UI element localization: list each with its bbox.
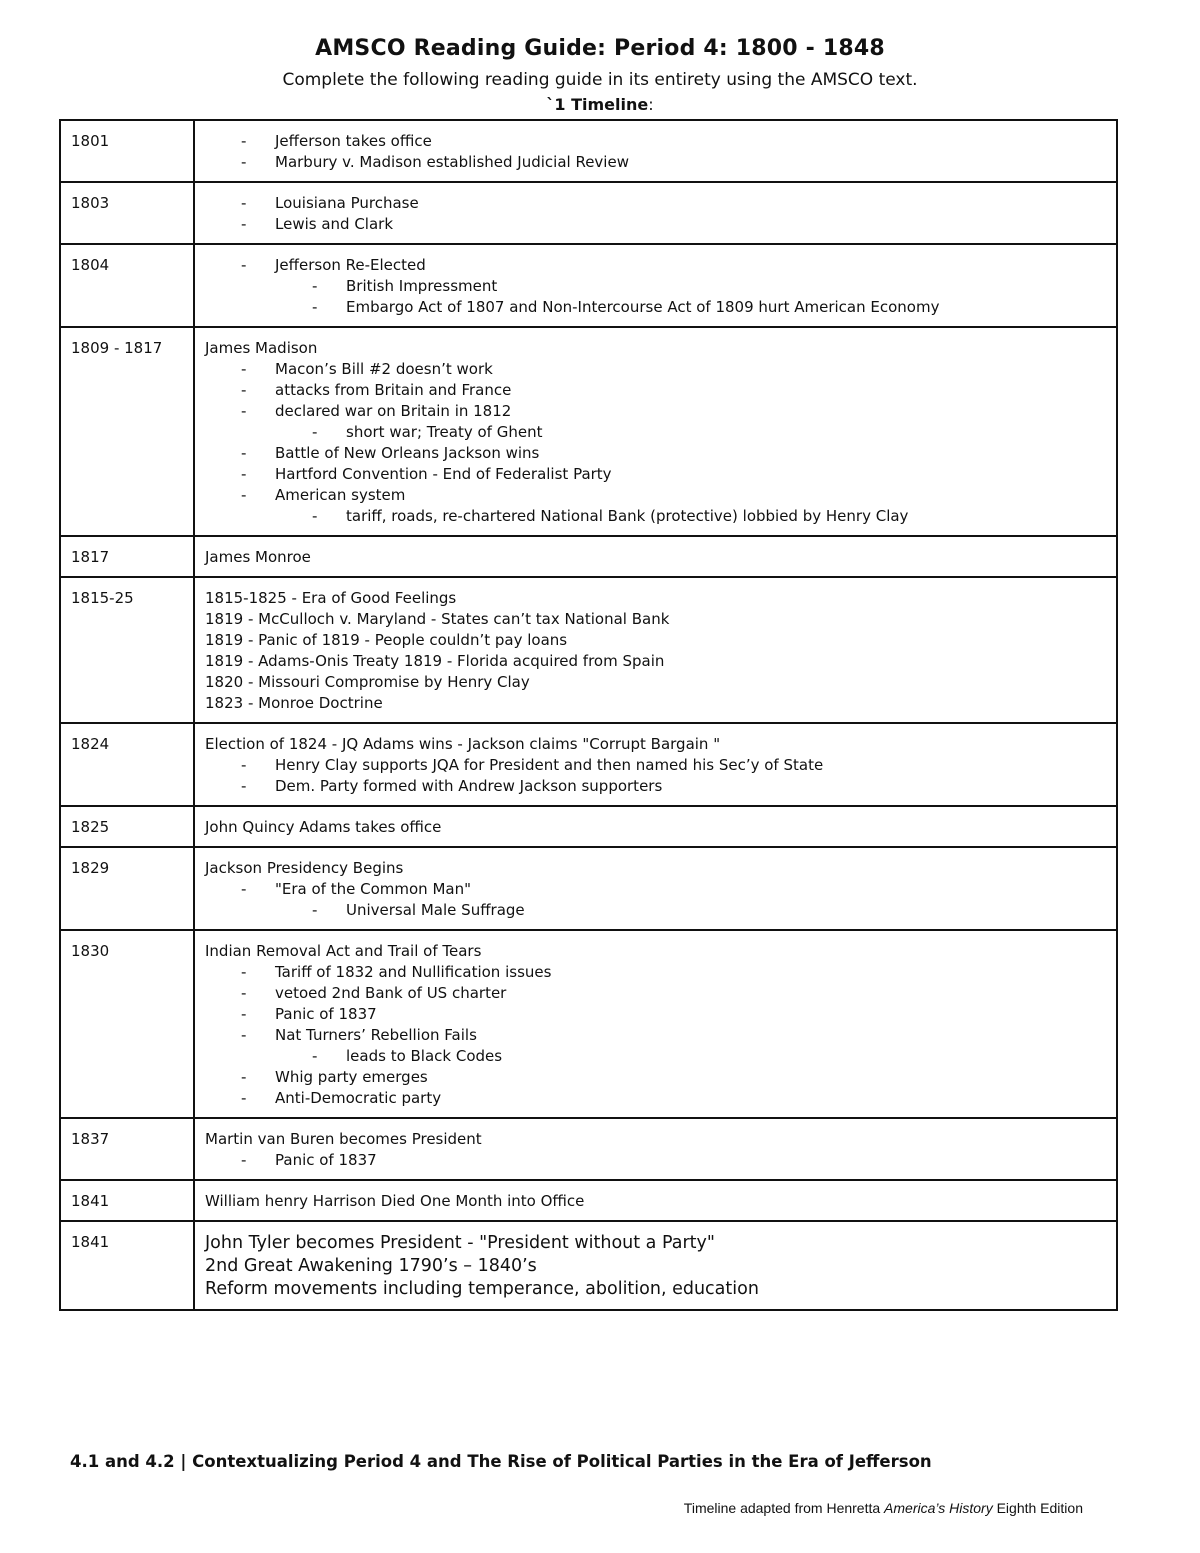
timeline-year: 1829 [60, 847, 194, 930]
event-bullet: - vetoed 2nd Bank of US charter [205, 983, 1106, 1004]
event-bullet: - Embargo Act of 1807 and Non-Intercourse Act of 1809 hurt American Economy [205, 297, 1106, 318]
timeline-events [194, 577, 1117, 723]
timeline-events [194, 847, 1117, 930]
timeline-row [60, 536, 1117, 577]
timeline-row [60, 723, 1117, 806]
timeline-year: 1803 [60, 182, 194, 244]
timeline-label [0, 95, 1200, 114]
event-line: John Quincy Adams takes office [205, 818, 442, 836]
timeline-events [194, 182, 1117, 244]
timeline-row [60, 244, 1117, 327]
event-line: 1820 - Missouri Compromise by Henry Clay [205, 673, 530, 691]
event-bullet: - Marbury v. Madison established Judicial Review [205, 152, 1106, 173]
event-bullet: - Panic of 1837 [205, 1150, 1106, 1171]
event-line: 1819 - McCulloch v. Maryland - States can’t tax National Bank [205, 610, 670, 628]
timeline-row [60, 1180, 1117, 1221]
event-bullet: - short war; Treaty of Ghent [205, 422, 1106, 443]
event-line: Reform movements including temperance, abolition, education [205, 1279, 759, 1299]
timeline-year: 1830 [60, 930, 194, 1118]
event-bullet: - Henry Clay supports JQA for President and then named his Sec’y of State [205, 755, 1106, 776]
event-bullet: - Macon’s Bill #2 doesn’t work [205, 359, 1106, 380]
event-line: 1819 - Panic of 1819 - People couldn’t pay loans [205, 631, 568, 649]
event-bullet: - Dem. Party formed with Andrew Jackson supporters [205, 776, 1106, 797]
timeline-events [194, 1180, 1117, 1221]
event-bullet: - Jefferson Re-Elected [205, 255, 1106, 276]
event-line: James Madison [205, 339, 318, 357]
timeline-row [60, 806, 1117, 847]
event-bullet: - American system [205, 485, 1106, 506]
timeline-year: 1801 [60, 120, 194, 182]
page-title: AMSCO Reading Guide: Period 4: 1800 - 1848 [315, 36, 885, 61]
event-bullet: - Hartford Convention - End of Federalist Party [205, 464, 1106, 485]
timeline-label-text: `1 Timeline [546, 95, 649, 114]
event-line: Election of 1824 - JQ Adams wins - Jackson claims "Corrupt Bargain " [205, 735, 721, 753]
timeline-table [59, 119, 1118, 1311]
event-bullet: - tariff, roads, re-chartered National Bank (protective) lobbied by Henry Clay [205, 506, 1106, 527]
event-line: Martin van Buren becomes President [205, 1130, 482, 1148]
page-subtitle: Complete the following reading guide in its entirety using the AMSCO text. [282, 70, 918, 90]
timeline-year: 1837 [60, 1118, 194, 1180]
timeline-row [60, 327, 1117, 536]
timeline-year: 1841 [60, 1180, 194, 1221]
event-bullet: - Nat Turners’ Rebellion Fails [205, 1025, 1106, 1046]
event-line: 2nd Great Awakening 1790’s – 1840’s [205, 1256, 537, 1276]
event-bullet: - "Era of the Common Man" [205, 879, 1106, 900]
timeline-events [194, 1221, 1117, 1310]
timeline-events [194, 536, 1117, 577]
timeline-year: 1841 [60, 1221, 194, 1310]
footer-book-title: America’s History [884, 1500, 993, 1516]
timeline-row [60, 577, 1117, 723]
event-bullet: - Tariff of 1832 and Nullification issues [205, 962, 1106, 983]
event-line: James Monroe [205, 548, 311, 566]
event-bullet: - Anti-Democratic party [205, 1088, 1106, 1109]
timeline-year: 1825 [60, 806, 194, 847]
event-line: Jackson Presidency Begins [205, 859, 404, 877]
event-line: 1823 - Monroe Doctrine [205, 694, 383, 712]
event-bullet: - declared war on Britain in 1812 [205, 401, 1106, 422]
event-bullet: - leads to Black Codes [205, 1046, 1106, 1067]
event-bullet: - Battle of New Orleans Jackson wins [205, 443, 1106, 464]
timeline-year: 1809 - 1817 [60, 327, 194, 536]
timeline-events [194, 244, 1117, 327]
section-heading: 4.1 and 4.2 | Contextualizing Period 4 and The Rise of Political Parties in the Era of Jefferson [70, 1452, 932, 1471]
timeline-events [194, 1118, 1117, 1180]
event-bullet: - Lewis and Clark [205, 214, 1106, 235]
timeline-row [60, 847, 1117, 930]
timeline-row [60, 1118, 1117, 1180]
timeline-row [60, 182, 1117, 244]
timeline-events [194, 723, 1117, 806]
timeline-events [194, 327, 1117, 536]
event-bullet: - Jefferson takes office [205, 131, 1106, 152]
timeline-year: 1804 [60, 244, 194, 327]
event-bullet: - Universal Male Suffrage [205, 900, 1106, 921]
timeline-body [60, 120, 1117, 1310]
timeline-year: 1815-25 [60, 577, 194, 723]
timeline-year: 1824 [60, 723, 194, 806]
timeline-events [194, 930, 1117, 1118]
timeline-row [60, 1221, 1117, 1310]
timeline-events [194, 120, 1117, 182]
timeline-year: 1817 [60, 536, 194, 577]
timeline-label-suffix: : [648, 95, 654, 114]
timeline-row [60, 120, 1117, 182]
event-line: John Tyler becomes President - "President without a Party" [205, 1233, 715, 1253]
footer-suffix: Eighth Edition [992, 1500, 1083, 1516]
timeline-events [194, 806, 1117, 847]
footer-prefix: Timeline adapted from Henretta [683, 1500, 885, 1516]
event-bullet: - attacks from Britain and France [205, 380, 1106, 401]
event-bullet: - Louisiana Purchase [205, 193, 1106, 214]
timeline-row [60, 930, 1117, 1118]
event-bullet: - Whig party emerges [205, 1067, 1106, 1088]
event-bullet: - British Impressment [205, 276, 1106, 297]
event-line: Indian Removal Act and Trail of Tears [205, 942, 482, 960]
footer-citation [0, 1500, 1083, 1516]
event-line: 1815-1825 - Era of Good Feelings [205, 589, 457, 607]
event-bullet: - Panic of 1837 [205, 1004, 1106, 1025]
event-line: William henry Harrison Died One Month into Office [205, 1192, 585, 1210]
event-line: 1819 - Adams-Onis Treaty 1819 - Florida acquired from Spain [205, 652, 665, 670]
